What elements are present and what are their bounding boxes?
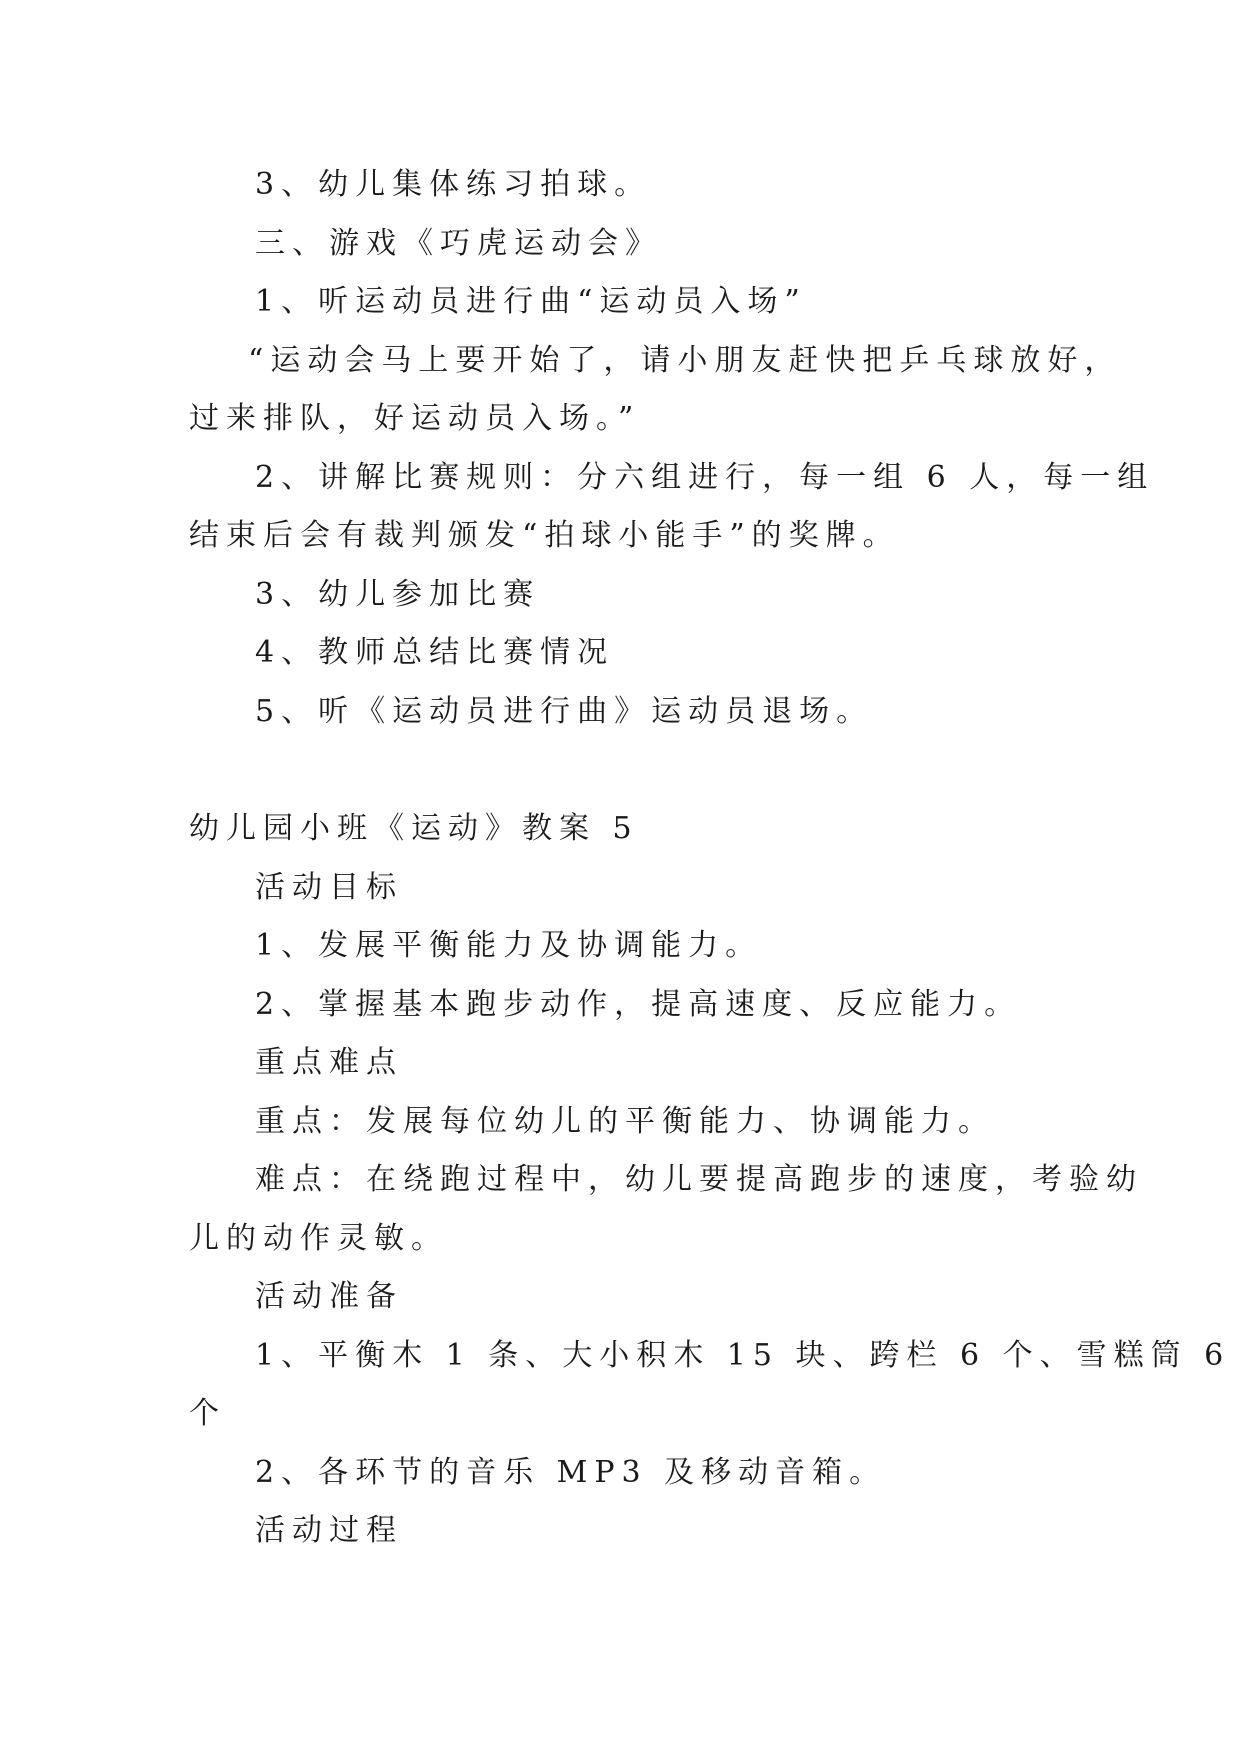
paragraph-line: 4、教师总结比赛情况 bbox=[255, 635, 615, 670]
section-heading: 三、游戏《巧虎运动会》 bbox=[255, 226, 662, 261]
document-title: 幼儿园小班《运动》教案 5 bbox=[189, 811, 639, 846]
paragraph-line: “运动会马上要开始了，请小朋友赶快把乒乓球放好， bbox=[248, 343, 1122, 378]
paragraph-line: 3、幼儿集体练习拍球。 bbox=[255, 167, 652, 202]
paragraph-line: 结束后会有裁判颁发“拍球小能手”的奖牌。 bbox=[189, 518, 900, 553]
paragraph-line: 个 bbox=[189, 1396, 226, 1431]
section-heading: 活动目标 bbox=[255, 870, 403, 905]
paragraph-line: 1、听运动员进行曲“运动员入场” bbox=[255, 284, 807, 319]
paragraph-line: 2、掌握基本跑步动作，提高速度、反应能力。 bbox=[255, 987, 1022, 1022]
paragraph-line: 难点：在绕跑过程中，幼儿要提高跑步的速度，考验幼 bbox=[255, 1162, 1143, 1197]
section-heading: 活动准备 bbox=[255, 1279, 403, 1314]
paragraph-line: 5、听《运动员进行曲》运动员退场。 bbox=[255, 694, 874, 729]
paragraph-line: 1、发展平衡能力及协调能力。 bbox=[255, 928, 763, 963]
paragraph-line: 过来排队，好运动员入场。” bbox=[189, 401, 641, 436]
section-heading: 重点难点 bbox=[255, 1045, 403, 1080]
paragraph-line: 3、幼儿参加比赛 bbox=[255, 577, 541, 612]
paragraph-line: 1、平衡木 1 条、大小积木 15 块、跨栏 6 个、雪糕筒 6 bbox=[255, 1338, 1231, 1373]
paragraph-line: 儿的动作灵敏。 bbox=[189, 1221, 448, 1256]
paragraph-line: 2、各环节的音乐 MP3 及移动音箱。 bbox=[255, 1455, 887, 1490]
paragraph-line: 重点：发展每位幼儿的平衡能力、协调能力。 bbox=[255, 1104, 995, 1139]
paragraph-line: 2、讲解比赛规则：分六组进行，每一组 6 人，每一组 bbox=[255, 460, 1155, 495]
section-heading: 活动过程 bbox=[255, 1513, 403, 1548]
